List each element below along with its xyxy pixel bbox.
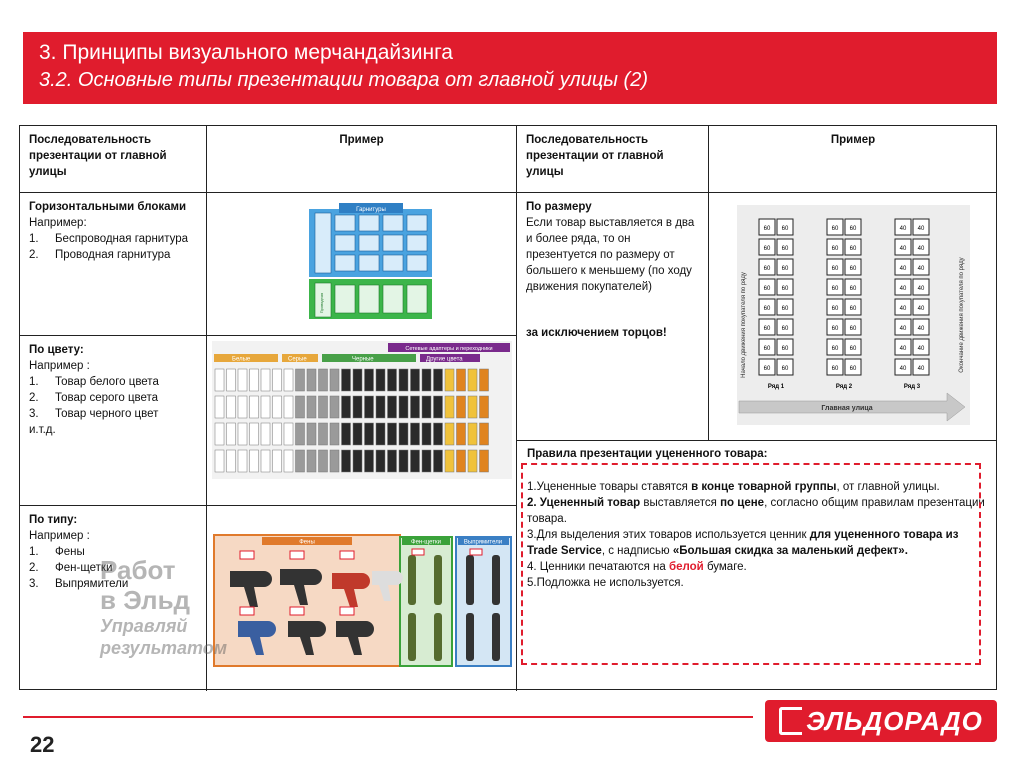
planogram-size-label: 40 <box>917 246 925 252</box>
dryers-by-type-image <box>212 533 513 668</box>
planogram-size-label: 60 <box>763 246 771 252</box>
planogram-size-label: 40 <box>917 366 925 372</box>
adapter-item <box>296 369 305 391</box>
planogram-size-label: 60 <box>849 246 857 252</box>
planogram-size-label: 60 <box>781 346 789 352</box>
planogram-size-label: 60 <box>831 266 839 272</box>
color-title: По цвету: <box>29 344 84 356</box>
planogram-size-label: 60 <box>849 226 857 232</box>
adapter-item <box>250 450 259 472</box>
planogram-size-label: 60 <box>849 346 857 352</box>
adapter-item <box>365 450 374 472</box>
adapter-item <box>480 369 489 391</box>
planogram-row-label: Ряд 2 <box>835 384 853 390</box>
adapter-item <box>273 450 282 472</box>
planogram-size-label: 40 <box>917 226 925 232</box>
planogram-left-axis: Начало движения покупателя по ряду <box>741 272 747 378</box>
adapters-by-color-image <box>212 341 512 479</box>
adapter-item <box>273 369 282 391</box>
discount-rule-1: 1.Уцененные товары ставятся в конце товарной группы, от главной улицы. <box>527 481 940 493</box>
footer-divider <box>23 716 753 718</box>
adapter-item <box>468 450 477 472</box>
adapter-item <box>284 423 293 445</box>
planogram-row-label: Ряд 1 <box>767 384 785 390</box>
adapter-item <box>296 450 305 472</box>
eldorado-logo <box>765 700 997 742</box>
adapter-item <box>284 369 293 391</box>
planogram-size-label: 40 <box>899 286 907 292</box>
adapter-item <box>457 369 466 391</box>
adapter-item <box>330 369 339 391</box>
adapter-item <box>273 423 282 445</box>
adapter-item <box>296 423 305 445</box>
planogram-street: Главная улица <box>821 405 873 412</box>
adapter-item <box>342 450 351 472</box>
adapter-item <box>227 423 236 445</box>
adapter-item <box>365 396 374 418</box>
adapter-item <box>422 396 431 418</box>
planogram-size-label: 60 <box>831 306 839 312</box>
adapter-item <box>261 369 270 391</box>
planogram-size-label: 40 <box>917 326 925 332</box>
planogram-size-label: 60 <box>831 286 839 292</box>
straighteners-label: Выпрямители <box>463 539 503 546</box>
list-item: 3. Выпрямители <box>29 578 129 590</box>
size-body: Если товар выставляется в два и более ряда, то он презентуется по размеру от большего к меньшему (по ходу движения покупателей) <box>526 217 695 293</box>
horizontal-list <box>29 231 197 263</box>
planogram-size-label: 40 <box>917 266 925 272</box>
adapter-item <box>457 450 466 472</box>
page-number: 22 <box>30 732 55 757</box>
planogram-size-label: 60 <box>763 366 771 372</box>
adapter-item <box>296 396 305 418</box>
headsets-side-label: Проводная <box>319 292 324 314</box>
adapter-item <box>330 450 339 472</box>
adapters-label-grey: Серые <box>288 356 307 363</box>
watermark-line-4: результатом <box>100 638 228 658</box>
header-example-right: Пример <box>709 126 997 193</box>
adapter-item <box>376 450 385 472</box>
headsets-top-label: Гарнитуры <box>356 207 386 213</box>
watermark-line-1: Работ <box>100 555 176 585</box>
adapter-item <box>319 423 328 445</box>
adapter-item <box>215 423 224 445</box>
planogram-size-label: 40 <box>917 306 925 312</box>
adapter-item <box>457 396 466 418</box>
planogram-size-label: 40 <box>917 286 925 292</box>
discount-highlight-frame <box>521 463 981 665</box>
adapter-item <box>330 423 339 445</box>
adapter-item <box>365 423 374 445</box>
adapter-item <box>411 423 420 445</box>
adapter-item <box>434 396 443 418</box>
adapter-item <box>422 423 431 445</box>
list-item: 3. Товар черного цвет <box>29 408 159 420</box>
planogram-size-label: 60 <box>781 306 789 312</box>
planogram-right-axis: Окончание движения покупателя по ряду <box>959 257 965 373</box>
adapter-item <box>261 450 270 472</box>
color-lead: Например : <box>29 360 90 372</box>
planogram-size-label: 60 <box>831 326 839 332</box>
planogram-size-label: 40 <box>899 366 907 372</box>
list-item: 2. Товар серого цвета <box>29 392 159 404</box>
discount-rule-3: 3.Для выделения этих товаров используется ценник для уцененного товара из Trade Service, с надписью «Большая скидка за маленький дефект». <box>527 529 959 557</box>
adapter-item <box>342 423 351 445</box>
adapter-item <box>445 396 454 418</box>
adapter-item <box>445 423 454 445</box>
adapter-item <box>215 396 224 418</box>
adapter-item <box>468 369 477 391</box>
type-title: По типу: <box>29 514 78 526</box>
discount-rule-4: 4. Ценники печатаются на белой бумаге. <box>527 561 747 573</box>
planogram-size-label: 60 <box>831 226 839 232</box>
adapter-item <box>284 450 293 472</box>
adapter-item <box>261 423 270 445</box>
adapter-item <box>215 450 224 472</box>
adapter-item <box>468 423 477 445</box>
planogram-size-label: 40 <box>899 226 907 232</box>
adapter-item <box>342 396 351 418</box>
discount-rule-5: 5.Подложка не используется. <box>527 577 684 589</box>
adapter-item <box>376 423 385 445</box>
adapter-item <box>342 369 351 391</box>
adapter-item <box>399 423 408 445</box>
planogram-size-label: 60 <box>781 266 789 272</box>
planogram-size-label: 60 <box>781 226 789 232</box>
adapter-item <box>238 423 247 445</box>
adapter-item <box>319 369 328 391</box>
planogram-size-label: 60 <box>763 266 771 272</box>
adapter-item <box>445 450 454 472</box>
planogram-size-label: 40 <box>899 326 907 332</box>
planogram-size-label: 40 <box>899 246 907 252</box>
adapter-item <box>434 423 443 445</box>
planogram-size-label: 60 <box>831 346 839 352</box>
adapter-item <box>307 450 316 472</box>
adapter-item <box>388 369 397 391</box>
adapter-item <box>227 369 236 391</box>
type-lead: Например : <box>29 530 90 542</box>
adapters-label-black: Черные <box>352 356 374 363</box>
adapter-item <box>457 423 466 445</box>
planogram-size-label: 60 <box>763 326 771 332</box>
planogram-row-label: Ряд 3 <box>903 384 921 390</box>
list-item: 1. Беспроводная гарнитура <box>29 233 189 245</box>
planogram-size-label: 60 <box>781 366 789 372</box>
list-item: 1. Фены <box>29 546 85 558</box>
adapter-item <box>307 369 316 391</box>
adapter-item <box>238 369 247 391</box>
adapter-item <box>330 396 339 418</box>
title-banner <box>23 32 997 104</box>
size-planogram-image <box>737 205 970 425</box>
watermark <box>100 555 227 659</box>
adapter-item <box>376 369 385 391</box>
adapter-item <box>468 396 477 418</box>
planogram-size-label: 60 <box>831 246 839 252</box>
header-example-left: Пример <box>207 126 517 193</box>
adapter-item <box>227 450 236 472</box>
adapter-item <box>353 396 362 418</box>
adapter-item <box>319 450 328 472</box>
by-color-cell <box>20 336 207 506</box>
discount-rule-2: 2. Уцененный товар выставляется по цене, согласно общим правилам презентации товара. <box>527 497 985 525</box>
adapter-item <box>388 450 397 472</box>
planogram-size-label: 40 <box>899 306 907 312</box>
brushes-label: Фен-щетки <box>411 539 441 546</box>
adapter-item <box>399 450 408 472</box>
adapter-item <box>365 369 374 391</box>
adapter-item <box>261 396 270 418</box>
adapter-item <box>480 423 489 445</box>
planogram-size-label: 40 <box>899 266 907 272</box>
adapter-item <box>319 396 328 418</box>
adapters-label-other: Другие цвета <box>426 356 463 363</box>
adapter-item <box>399 369 408 391</box>
list-item: 1. Товар белого цвета <box>29 376 159 388</box>
adapter-item <box>284 396 293 418</box>
adapter-item <box>238 396 247 418</box>
by-size-cell <box>517 193 709 441</box>
adapter-item <box>388 423 397 445</box>
planogram-size-label: 60 <box>763 226 771 232</box>
adapter-item <box>353 369 362 391</box>
planogram-size-label: 60 <box>763 306 771 312</box>
planogram-size-label: 60 <box>763 346 771 352</box>
list-item: 2. Фен-щетки <box>29 562 113 574</box>
adapter-item <box>238 450 247 472</box>
header-sequence-right: Последовательность презентации от главной улицы <box>517 126 709 193</box>
horizontal-lead: Например: <box>29 217 87 229</box>
planogram-size-label: 60 <box>849 366 857 372</box>
adapter-item <box>411 369 420 391</box>
adapters-label-white: Белые <box>232 356 251 363</box>
size-title: По размеру <box>526 201 592 213</box>
adapter-item <box>480 396 489 418</box>
planogram-size-label: 60 <box>763 286 771 292</box>
planogram-size-label: 60 <box>849 326 857 332</box>
planogram-size-label: 60 <box>849 266 857 272</box>
planogram-size-label: 60 <box>781 286 789 292</box>
adapters-banner: Сетевые адаптеры и переходники <box>405 346 493 352</box>
adapter-item <box>445 369 454 391</box>
adapter-item <box>273 396 282 418</box>
discount-title: Правила презентации уцененного товара: <box>527 448 768 460</box>
header-sequence-left: Последовательность презентации от главной улицы <box>20 126 207 193</box>
slide-subtitle: 3.2. Основные типы презентации товара от главной улицы (2) <box>39 69 648 91</box>
dryers-label: Фены <box>299 539 315 546</box>
horizontal-blocks-cell <box>20 193 207 336</box>
color-tail: и.т.д. <box>29 424 56 436</box>
headsets-shelf-image <box>309 203 432 319</box>
adapter-item <box>376 396 385 418</box>
adapter-item <box>250 396 259 418</box>
planogram-size-label: 60 <box>781 326 789 332</box>
adapter-item <box>250 423 259 445</box>
logo-mark-icon <box>779 707 802 735</box>
adapter-item <box>353 423 362 445</box>
adapter-item <box>388 396 397 418</box>
adapter-item <box>411 450 420 472</box>
adapter-item <box>422 450 431 472</box>
adapter-item <box>215 369 224 391</box>
planogram-size-label: 40 <box>917 346 925 352</box>
adapter-item <box>307 396 316 418</box>
logo-text: ЭЛЬДОРАДО <box>806 705 983 736</box>
adapter-item <box>434 450 443 472</box>
planogram-size-label: 60 <box>849 286 857 292</box>
adapter-item <box>411 396 420 418</box>
color-list <box>29 374 197 422</box>
planogram-size-label: 60 <box>781 246 789 252</box>
slide-title: 3. Принципы визуального мерчандайзинга <box>39 41 453 64</box>
watermark-line-2: в Эльд <box>100 585 191 615</box>
horizontal-title: Горизонтальными блоками <box>29 201 187 213</box>
adapter-item <box>227 396 236 418</box>
planogram-size-label: 40 <box>899 346 907 352</box>
planogram-size-label: 60 <box>849 306 857 312</box>
planogram-size-label: 60 <box>831 366 839 372</box>
size-exception: за исключением торцов! <box>526 327 667 339</box>
adapter-item <box>399 396 408 418</box>
adapter-item <box>307 423 316 445</box>
adapter-item <box>353 450 362 472</box>
adapter-item <box>422 369 431 391</box>
adapter-item <box>480 450 489 472</box>
adapter-item <box>434 369 443 391</box>
list-item: 2. Проводная гарнитура <box>29 249 171 261</box>
watermark-line-3: Управляй <box>100 616 188 636</box>
adapter-item <box>250 369 259 391</box>
